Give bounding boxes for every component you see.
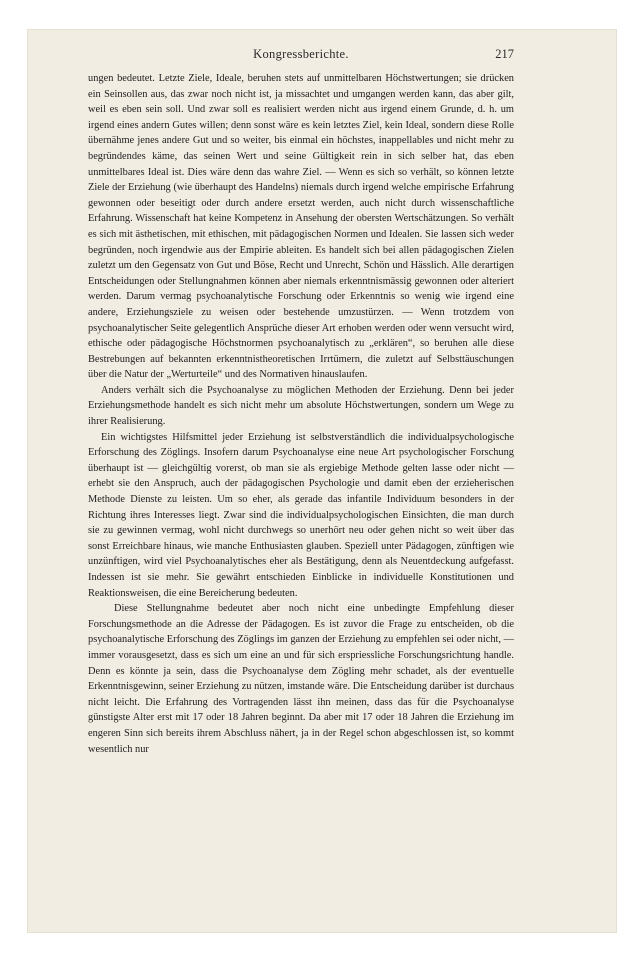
paragraph: Ein wichtigstes Hilfsmittel jeder Erziehung ist selbstverständlich die individualpsychologische Erforschung des Zöglings. Insofern darum Psychoanalyse eine neue Art psychologischer Forschung überhaupt ist — gleichgültig vorerst, ob man sie als ergiebige Methode gelten lasse oder nicht — erhebt sie den Anspruch, auch der pädagogischen Psychologie und damit eben der erzieherischen Methode Dienste zu leisten. Um so eher, als gerade das infantile Individuum besonders in der Richtung ihres Interesses liegt. Zwar sind die individualpsychologischen Einsichten, die man durch sie zu gewinnen vermag, wohl nicht durchwegs so unerhört neu oder gehen nicht so weit über das sonst Erreichbare hinaus, wie manche Enthusiasten glauben. Speziell unter Pädagogen, zünftigen wie unzünftigen, wird viel Psychoanalytisches eher als Bestätigung, denn als Neuentdeckung aufgefasst. Indessen ist sie mehr. Sie gewährt entschieden Einblicke in individuelle Konstitutionen und Reaktionsweisen, die eine Bereicherung bedeuten. bbox=[88, 431, 514, 599]
page-header bbox=[88, 47, 514, 63]
paragraph: Anders verhält sich die Psychoanalyse zu möglichen Methoden der Erziehung. Denn bei jeder Erziehungsmethode handelt es sich nicht mehr um absolute Höchstwertungen, sondern um Wege zu ihrer Realisierung. bbox=[88, 384, 514, 428]
body-text bbox=[88, 71, 514, 757]
running-title: Kongressberichte. bbox=[253, 47, 349, 61]
paragraph: ungen bedeutet. Letzte Ziele, Ideale, beruhen stets auf unmittelbaren Höchstwertungen; sie drücken ein Seinsollen aus, das zwar noch nicht ist, ja missachtet und umgangen werden kann, das aber gilt, weil es eben sein soll. Und zwar soll es realisiert werden nicht aus irgend einem Grunde, d. h. um irgend eines andern Gutes willen; denn sonst wäre es kein letztes Ziel, kein Ideal, sondern diese Rolle übernähme jenes andere Gut und so weiter, bis einmal ein höchstes, inappellables und nicht mehr zu begründendes käme, das seinen Wert und seine Gültigkeit rein in sich selber hat, das eben unmittelbares Ideal ist. Dies wäre denn das wahre Ziel. — Wenn es sich so verhält, so können letzte Ziele der Erziehung (wie überhaupt des Handelns) niemals durch irgend welche empirische Erfahrung gewonnen oder beseitigt oder durch andere ersetzt werden, auch nicht durch wissenschaftliche Erfahrung. Wissenschaft hat keine Kompetenz in Ansehung der obersten Wertschätzungen. So verhält es sich mit ästhetischen, mit ethischen, mit pädagogischen Normen und Idealen. Sie lassen sich weder begründen, noch irgendwie aus der Empirie ableiten. Es handelt sich bei allen pädagogischen Zielen zuletzt um den Gegensatz von Gut und Böse, Recht und Unrecht, Schön und Hässlich. Alle derartigen Entscheidungen oder Stellungnahmen können aber niemals erkenntnismässig gewonnen oder alteriert werden. Darum vermag psychoanalytische Forschung oder Erkenntnis so wenig wie irgend eine andere, Erziehungsziele zu weisen oder bestehende umzustürzen. — Wenn trotzdem von psychoanalytischer Seite gelegentlich Ansprüche dieser Art erhoben werden oder wenn versucht wird, ethische oder pädagogische Höchstnormen psychoanalytisch zu „erklären“, so beruhen alle diese Bestrebungen auf bekannten erkenntnistheoretischen Irrtümern, die zuletzt auf Selbsttäuschungen über die Natur der „Werturteile“ und des Normativen hinauslaufen. bbox=[88, 73, 514, 381]
page-number: 217 bbox=[495, 47, 514, 61]
paragraph: Diese Stellungnahme bedeutet aber noch nicht eine unbedingte Empfehlung dieser Forschungsmethode an die Adresse der Pädagogen. Es ist zuvor die Frage zu entscheiden, ob die psychoanalytische Erforschung des Zöglings im ganzen der Erziehung zu empfehlen sei oder nicht, — immer vorausgesetzt, dass es sich um eine an und für sich erspriessliche Forschungsrichtung handle. Denn es könnte ja sein, dass die Psychoanalyse dem Zögling mehr schadet, als der eventuelle Erkenntnisgewinn, seiner Erziehung zu nützen, imstande wäre. Die Entscheidung darüber ist durchaus nicht leicht. Die Erfahrung des Vortragenden lässt ihn meinen, dass das für die Psychoanalyse günstigste Alter erst mit 17 oder 18 Jahren beginnt. Da aber mit 17 oder 18 Jahren die Erziehung im engeren Sinn sich bereits ihrem Abschluss nähert, ja in der Regel schon abgeschlossen ist, so kommt wesentlich nur bbox=[88, 603, 514, 755]
